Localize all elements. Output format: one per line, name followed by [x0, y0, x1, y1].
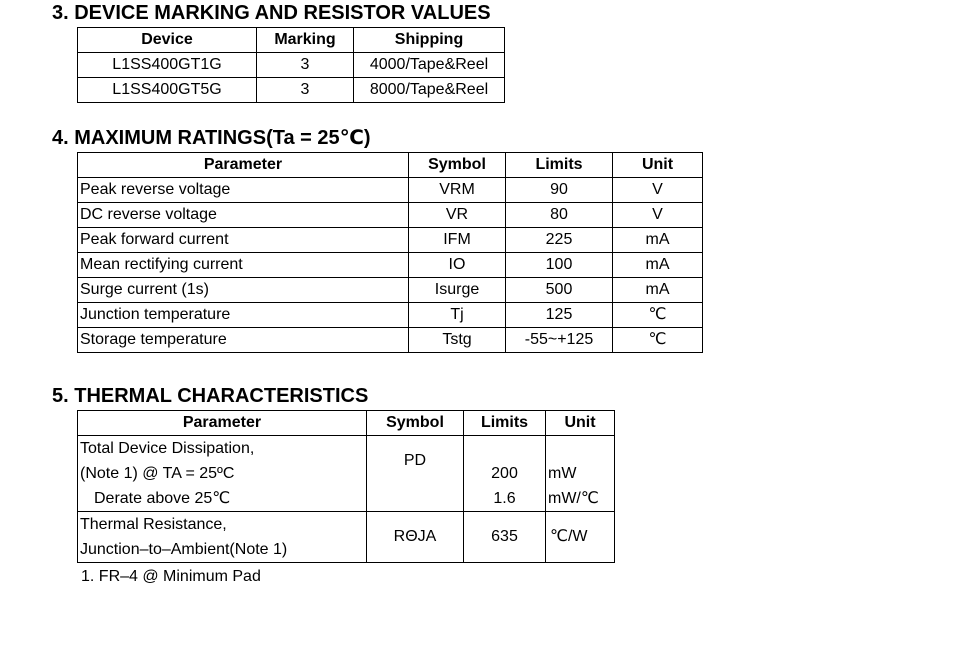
unit-cell: ℃ — [613, 328, 703, 353]
section-3-title: 3. DEVICE MARKING AND RESISTOR VALUES — [52, 2, 491, 24]
symbol-cell: VRM — [409, 178, 506, 203]
symbol-cell: VR — [409, 203, 506, 228]
footnote: 1. FR–4 @ Minimum Pad — [81, 568, 261, 585]
table-header-row — [78, 153, 703, 178]
header-limits: Limits — [464, 411, 546, 436]
shipping-cell: 8000/Tape&Reel — [354, 78, 505, 103]
unit-cell: ℃ — [613, 303, 703, 328]
unit-cell: mA — [613, 253, 703, 278]
limits-cell — [464, 436, 546, 512]
parameter-cell: Storage temperature — [78, 328, 409, 353]
unit-line: mW/℃ — [548, 490, 599, 507]
section-4-title: 4. MAXIMUM RATINGS(Ta = 25℃) — [52, 127, 371, 149]
limits-cell: 100 — [506, 253, 613, 278]
header-device: Device — [78, 28, 257, 53]
header-symbol: Symbol — [409, 153, 506, 178]
parameter-cell: Surge current (1s) — [78, 278, 409, 303]
symbol-cell: Tstg — [409, 328, 506, 353]
table-row — [78, 512, 615, 563]
header-unit: Unit — [613, 153, 703, 178]
table-row — [78, 328, 703, 353]
shipping-cell: 4000/Tape&Reel — [354, 53, 505, 78]
header-limits: Limits — [506, 153, 613, 178]
parameter-cell — [78, 512, 367, 563]
limits-cell: 500 — [506, 278, 613, 303]
table-header-row — [78, 411, 615, 436]
header-marking: Marking — [257, 28, 354, 53]
parameter-cell: Peak reverse voltage — [78, 178, 409, 203]
table-row — [78, 253, 703, 278]
unit-line: mW — [548, 465, 577, 482]
table-row — [78, 278, 703, 303]
limits-cell: 80 — [506, 203, 613, 228]
parameter-cell: Mean rectifying current — [78, 253, 409, 278]
limits-cell: -55~+125 — [506, 328, 613, 353]
unit-cell: ℃/W — [546, 512, 615, 563]
param-line: (Note 1) @ TA = 25ºC — [80, 465, 235, 482]
symbol-cell: IFM — [409, 228, 506, 253]
header-parameter: Parameter — [78, 153, 409, 178]
device-cell: L1SS400GT1G — [78, 53, 257, 78]
limits-cell: 225 — [506, 228, 613, 253]
symbol-cell — [367, 436, 464, 512]
header-unit: Unit — [546, 411, 615, 436]
param-line: Total Device Dissipation, — [80, 440, 255, 457]
device-marking-table — [77, 27, 505, 103]
symbol-cell: RΘJA — [367, 512, 464, 563]
symbol-text: PD — [403, 452, 427, 469]
limits-cell: 635 — [464, 512, 546, 563]
param-line: Derate above 25℃ — [94, 490, 231, 507]
unit-cell: mA — [613, 278, 703, 303]
symbol-cell: Tj — [409, 303, 506, 328]
limit-line: 200 — [491, 465, 518, 482]
spacer — [548, 436, 614, 461]
table-row — [78, 178, 703, 203]
header-parameter: Parameter — [78, 411, 367, 436]
unit-cell — [546, 436, 615, 512]
marking-cell: 3 — [257, 53, 354, 78]
table-row — [78, 78, 505, 103]
parameter-cell: Peak forward current — [78, 228, 409, 253]
parameter-cell: DC reverse voltage — [78, 203, 409, 228]
table-header-row — [78, 28, 505, 53]
limits-cell: 90 — [506, 178, 613, 203]
spacer — [464, 436, 545, 461]
parameter-cell: Junction temperature — [78, 303, 409, 328]
unit-cell: V — [613, 203, 703, 228]
device-cell: L1SS400GT5G — [78, 78, 257, 103]
limits-cell: 125 — [506, 303, 613, 328]
unit-cell: mA — [613, 228, 703, 253]
symbol-cell: IO — [409, 253, 506, 278]
limit-line: 1.6 — [493, 490, 516, 507]
symbol-cell: Isurge — [409, 278, 506, 303]
table-row — [78, 303, 703, 328]
param-line: Thermal Resistance, — [80, 516, 227, 533]
marking-cell: 3 — [257, 78, 354, 103]
table-row — [78, 203, 703, 228]
table-row — [78, 228, 703, 253]
unit-cell: V — [613, 178, 703, 203]
table-row — [78, 436, 615, 512]
maximum-ratings-table — [77, 152, 703, 353]
thermal-characteristics-table — [77, 410, 615, 563]
table-row — [78, 53, 505, 78]
header-symbol: Symbol — [367, 411, 464, 436]
parameter-cell — [78, 436, 367, 512]
section-5-title: 5. THERMAL CHARACTERISTICS — [52, 385, 369, 407]
param-line: Junction–to–Ambient(Note 1) — [80, 541, 288, 558]
header-shipping: Shipping — [354, 28, 505, 53]
